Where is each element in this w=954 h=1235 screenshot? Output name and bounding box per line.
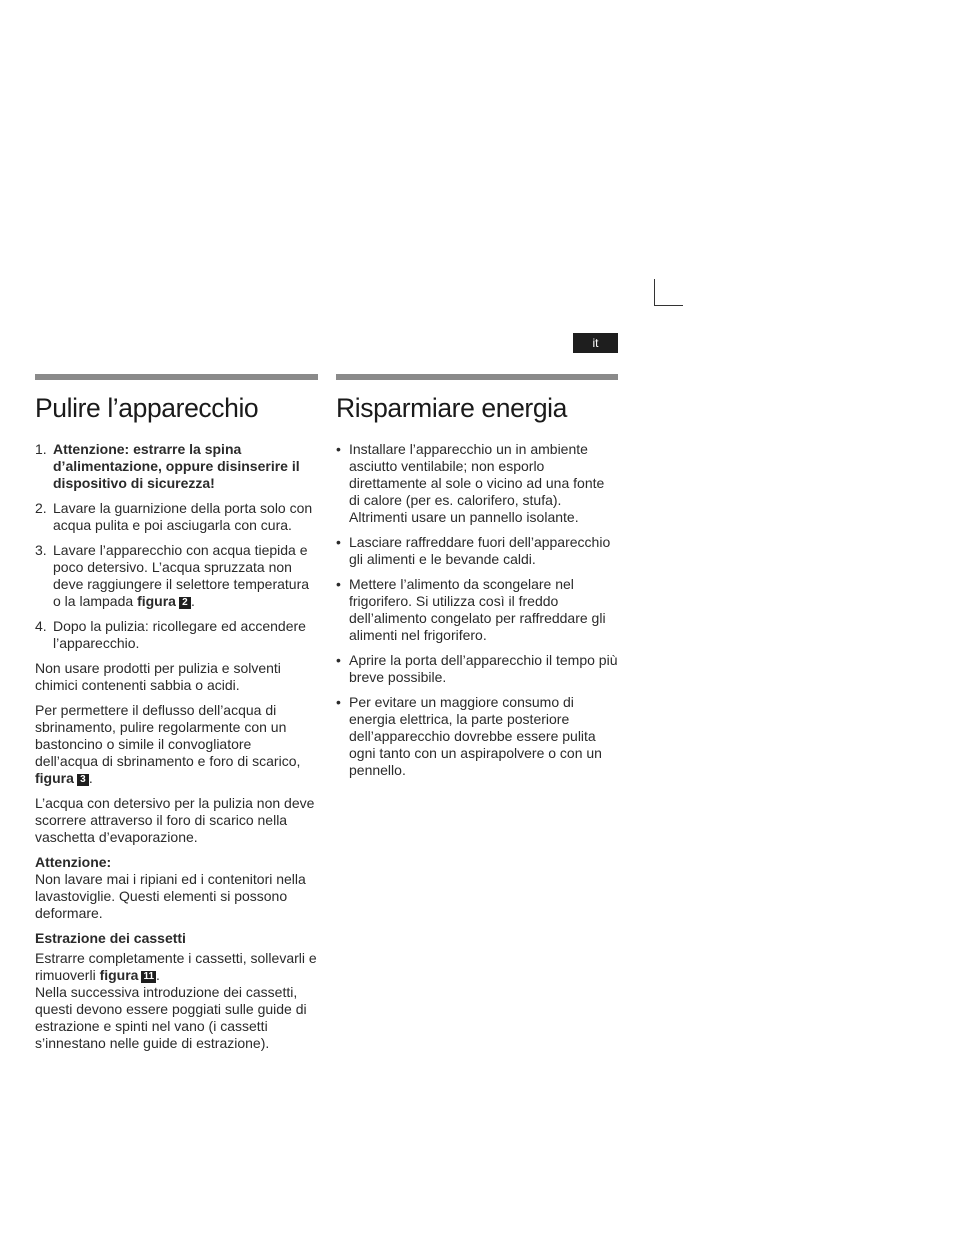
section-cleaning <box>35 374 318 1060</box>
paragraph-defrost <box>35 702 318 787</box>
attention-text: Non lavare mai i ripiani ed i contenitori nella lavastoviglie. Questi elementi si possono deformare. <box>35 871 306 921</box>
section-bar <box>35 374 318 380</box>
punctuation: . <box>156 967 160 983</box>
drawer-heading: Estrazione dei cassetti <box>35 930 186 946</box>
drawer-text <box>35 950 318 984</box>
list-item: • Lasciare raffreddare fuori dell’apparecchio gli alimenti e le bevande caldi. <box>336 534 618 568</box>
figure-ref-label: figura <box>35 770 74 786</box>
figure-number-badge: 2 <box>179 597 191 609</box>
crop-mark <box>654 279 683 306</box>
step-item <box>35 542 318 610</box>
list-item: • Aprire la porta dell’apparecchio il tempo più breve possibile. <box>336 652 618 686</box>
paragraph-drain: L’acqua con detersivo per la pulizia non deve scorrere attraverso il foro di scarico nella vaschetta d’evaporazione. <box>35 795 315 845</box>
step-text: Dopo la pulizia: ricollegare ed accendere l’apparecchio. <box>53 618 306 651</box>
step-number: 3. <box>35 542 47 558</box>
figure-number-badge: 11 <box>143 971 155 982</box>
section-energy-saving <box>336 374 618 787</box>
list-item: • Mettere l’alimento da scongelare nel frigorifero. Si utilizza così il freddo dell’alimento congelato per raffreddare gli alimenti nel frigorifero. <box>336 576 618 644</box>
step-item <box>35 618 318 652</box>
step-text: Lavare l’apparecchio con acqua tiepida e poco detersivo. L’acqua spruzzata non deve raggiungere il selettore temperatura o la lampada <box>53 542 310 609</box>
cleaning-steps <box>35 441 318 652</box>
drawer-text-1: Estrarre completamente i cassetti, sollevarli e rimuoverli <box>35 950 317 983</box>
drawer-text-2: Nella successiva introduzione dei cassetti, questi devono essere poggiati sulle guide di estrazione e spinti nel vano (i cassetti s’innestano nelle guide di estrazione). <box>35 984 307 1051</box>
attention-heading: Attenzione: <box>35 854 112 870</box>
step-item <box>35 441 318 492</box>
section-title: Pulire l’apparecchio <box>35 393 259 423</box>
attention-note <box>35 854 318 922</box>
paragraph-solvents: Non usare prodotti per pulizia e solventi chimici contenenti sabbia o acidi. <box>35 660 281 693</box>
list-item: • Per evitare un maggiore consumo di energia elettrica, la parte posteriore dell’apparecchio dovrebbe essere pulita ogni tanto con un aspirapolvere o con un pennello. <box>336 694 618 779</box>
step-number: 1. <box>35 441 47 457</box>
drawer-removal <box>35 930 318 1052</box>
paragraph-text: Per permettere il deflusso dell’acqua di sbrinamento, pulire regolarmente con un bastoncino o simile il convogliatore dell’acqua di sbrinamento e foro di scarico, <box>35 702 301 769</box>
language-tab: it <box>573 333 618 353</box>
step-text: Attenzione: estrarre la spina d’alimentazione, oppure disinserire il dispositivo di sicurezza! <box>53 441 300 491</box>
energy-tips <box>336 441 618 779</box>
figure-number-badge: 3 <box>77 774 89 786</box>
section-title: Risparmiare energia <box>336 393 568 423</box>
figure-ref-label: figura <box>99 967 139 983</box>
list-item: • Installare l’apparecchio un in ambiente asciutto ventilabile; non esporlo direttamente al sole o vicino ad una fonte di calore (per es. calorifero, stufa). Altrimenti usare un pannello isolante. <box>336 441 618 526</box>
step-item <box>35 500 318 534</box>
punctuation: . <box>88 770 93 786</box>
step-number: 2. <box>35 500 47 516</box>
step-number: 4. <box>35 618 47 634</box>
step-text: Lavare la guarnizione della porta solo con acqua pulita e poi asciugarla con cura. <box>53 500 313 533</box>
section-bar <box>336 374 618 380</box>
punctuation: . <box>190 593 195 609</box>
figure-ref-label: figura <box>137 593 176 609</box>
